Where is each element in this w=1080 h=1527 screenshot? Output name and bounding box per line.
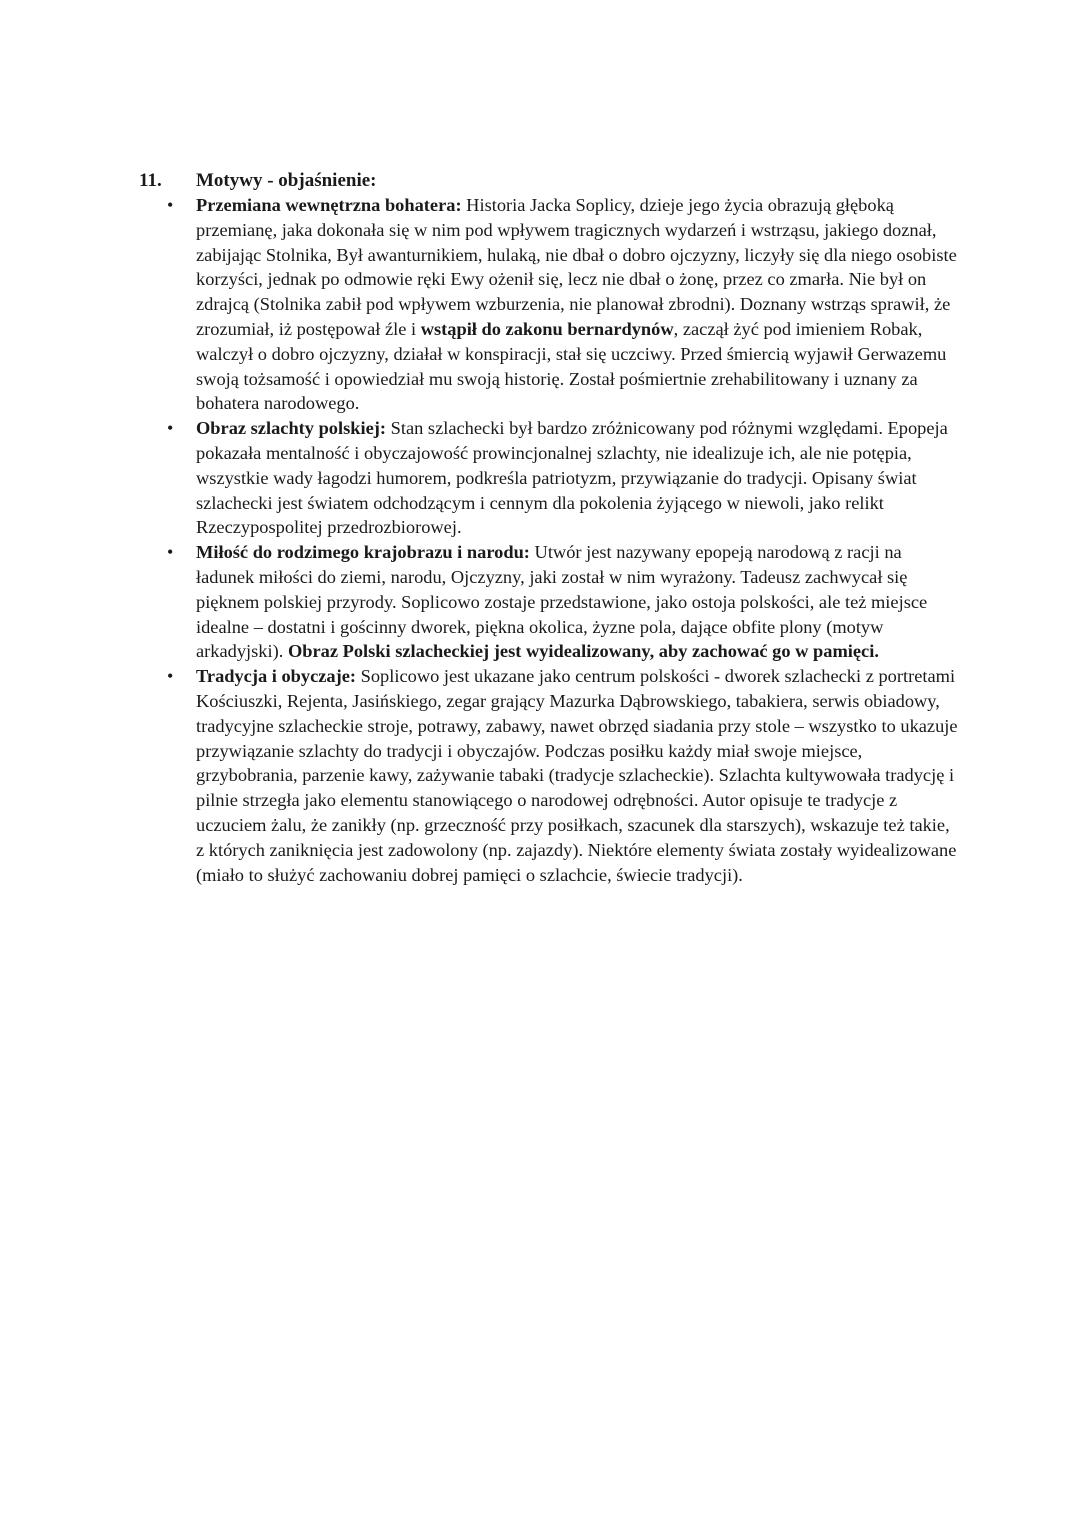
item-text: Utwór jest nazywany epopeją narodową z racji na ładunek miłości do ziemi, narodu, Ojczyzny, jaki został w nim wyrażony. Tadeusz zachwycał się pięknem polskiej przyrody. Soplicowo zostaje przedstawione, jako ostoja polskości, ale też miejsce idealne – dostatni i gościnny dworek, piękna okolica, żyzne pola, dające obfite plony (motyw arkadyjski). bbox=[196, 542, 928, 662]
item-emphasis: wstąpił do zakonu bernardynów bbox=[420, 318, 674, 339]
list-item bbox=[139, 664, 959, 887]
document-content bbox=[139, 168, 959, 887]
item-text: Historia Jacka Soplicy, dzieje jego życia obrazują głęboką przemianę, jaka dokonała się w nim pod wpływem tragicznych wydarzeń i wstrząsu, jakiego doznał, zabijając Stolnika, Był awanturnikiem, hulaką, nie dbał o dobro ojczyzny, liczyły się dla niego osobiste korzyści, jednak po odmowie ręki Ewy ożenił się, lecz nie dbał o żonę, przez co zmarła. Nie był on zdrajcą (Stolnika zabił pod wpływem wzburzenia, nie planował zbrodni). Doznany wstrząs sprawił, że zrozumiał, iż postępował źle i bbox=[196, 195, 957, 339]
item-text: , zaczął żyć pod imieniem Robak, walczył o dobro ojczyzny, działał w konspiracji, stał się uczciwy. Przed śmiercią wyjawił Gerwazemu swoją tożsamość i opowiedział mu swoją historię. Został pośmiertnie zrehabilitowany i uznany za bohatera narodowego. bbox=[196, 318, 947, 414]
bullet-icon: • bbox=[167, 418, 174, 439]
list-item bbox=[139, 416, 959, 540]
bullet-icon: • bbox=[167, 542, 174, 563]
list-item bbox=[139, 540, 959, 664]
list-item bbox=[139, 193, 959, 416]
item-label: Tradycja i obyczaje: bbox=[196, 666, 357, 687]
bullet-icon: • bbox=[167, 195, 174, 215]
motif-list bbox=[139, 193, 959, 887]
bullet-icon: • bbox=[167, 666, 174, 687]
item-emphasis: Obraz Polski szlacheckiej jest wyidealizowany, aby zachować go w pamięci. bbox=[287, 641, 879, 662]
section-number: 11. bbox=[139, 170, 162, 191]
item-label: Miłość do rodzimego krajobrazu i narodu: bbox=[196, 542, 530, 563]
item-label: Przemiana wewnętrzna bohatera: bbox=[196, 195, 462, 215]
section-heading bbox=[139, 168, 959, 193]
item-text: Stan szlachecki był bardzo zróżnicowany pod różnymi względami. Epopeja pokazała mentalność i obyczajowość prowincjonalnej szlachty, nie idealizuje ich, ale nie potępia, wszystkie wady łagodzi humorem, podkreśla patriotyzm, przywiązanie do tradycji. Opisany świat szlachecki jest światem odchodzącym i cennym dla pokolenia żyjącego w niewoli, jako relikt Rzeczypospolitej przedrozbiorowej. bbox=[196, 418, 948, 538]
item-text: Soplicowo jest ukazane jako centrum polskości - dworek szlachecki z portretami Kościuszki, Rejenta, Jasińskiego, zegar grający Mazurka Dąbrowskiego, tabakiera, serwis obiadowy, tradycyjne szlacheckie stroje, potrawy, zabawy, nawet obrzęd siadania przy stole – wszystko to ukazuje przywiązanie szlachty do tradycji i obyczajów. Podczas posiłku każdy miał swoje miejsce, grzybobrania, parzenie kawy, zażywanie tabaki (tradycje szlacheckie). Szlachta kultywowała tradycję i pilnie strzegła jako elementu stanowiącego o narodowej odrębności. Autor opisuje te tradycje z uczuciem żalu, że zanikły (np. grzeczność przy posiłkach, szacunek dla starszych), wskazuje też takie, z których zaniknięcia jest zadowolony (np. zajazdy). Niektóre elementy świata zostały wyidealizowane (miało to służyć zachowaniu dobrej pamięci o szlachcie, świecie tradycji). bbox=[196, 666, 958, 885]
section-title: Motywy - objaśnienie: bbox=[196, 170, 377, 191]
item-label: Obraz szlachty polskiej: bbox=[196, 418, 387, 439]
